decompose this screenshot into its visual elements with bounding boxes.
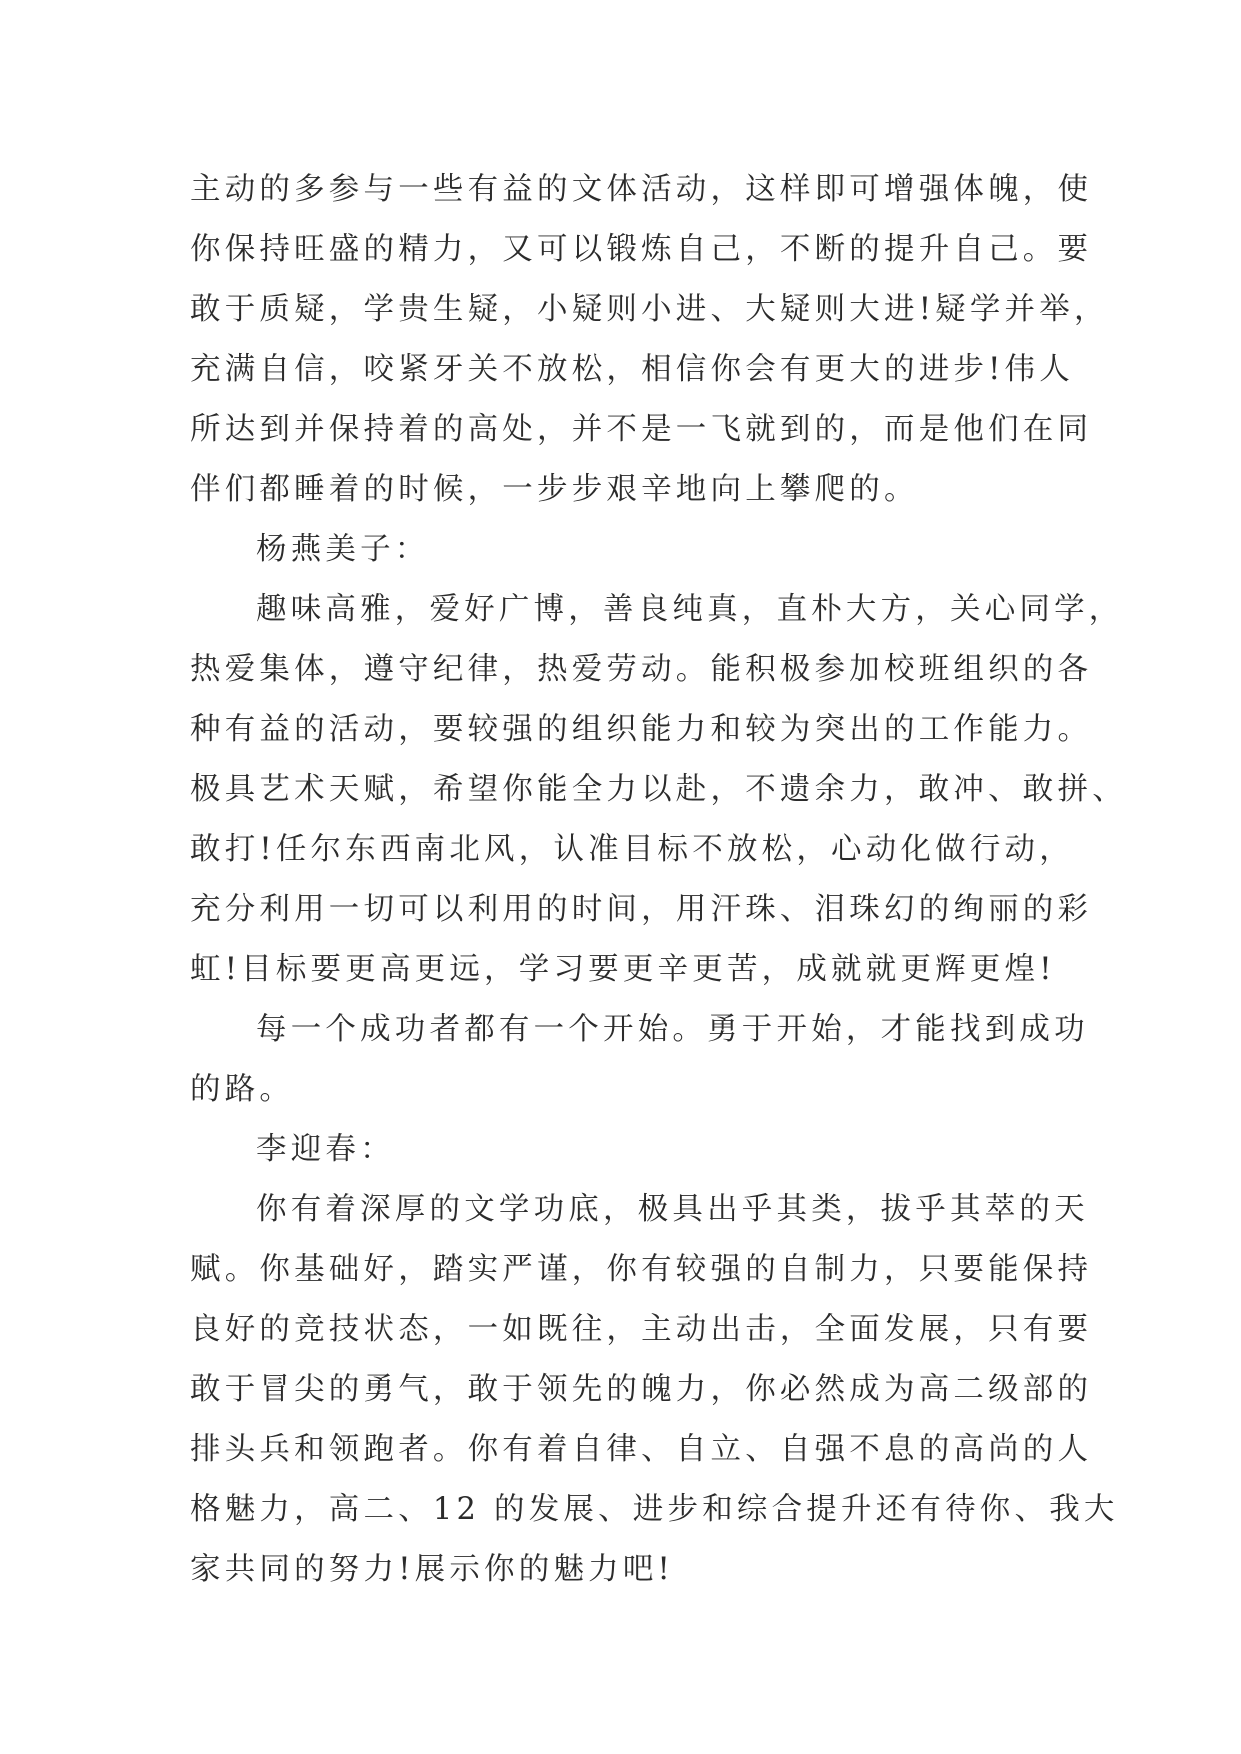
text-line: 种有益的活动，要较强的组织能力和较为突出的工作能力。 bbox=[190, 712, 1093, 747]
text-line: 敢打!任尔东西南北风，认准目标不放松，心动化做行动， bbox=[190, 832, 1074, 867]
text-line: 所达到并保持着的高处，并不是一飞就到的，而是他们在同 bbox=[190, 412, 1093, 447]
student-name-heading: 杨燕美子： bbox=[256, 532, 430, 567]
text-line: 充满自信，咬紧牙关不放松，相信你会有更大的进步!伟人 bbox=[190, 352, 1074, 387]
document-body bbox=[190, 160, 1127, 1600]
text-line: 赋。你基础好，踏实严谨，你有较强的自制力，只要能保持 bbox=[190, 1252, 1093, 1287]
text-line: 家共同的努力!展示你的魅力吧! bbox=[190, 1552, 675, 1587]
text-line: 格魅力，高二、12 的发展、进步和综合提升还有待你、我大 bbox=[190, 1492, 1119, 1527]
text-line: 敢于质疑，学贵生疑，小疑则小进、大疑则大进!疑学并举， bbox=[190, 292, 1109, 327]
text-line: 排头兵和领跑者。你有着自律、自立、自强不息的高尚的人 bbox=[190, 1432, 1093, 1467]
text-line: 主动的多参与一些有益的文体活动，这样即可增强体魄，使 bbox=[190, 172, 1093, 207]
text-line: 每一个成功者都有一个开始。勇于开始，才能找到成功 bbox=[256, 1012, 1089, 1047]
text-line: 热爱集体，遵守纪律，热爱劳动。能积极参加校班组织的各 bbox=[190, 652, 1093, 687]
text-line: 伴们都睡着的时候，一步步艰辛地向上攀爬的。 bbox=[190, 472, 919, 507]
text-line: 趣味高雅，爱好广博，善良纯真，直朴大方，关心同学， bbox=[256, 592, 1124, 627]
text-line: 虹!目标要更高更远，学习要更辛更苦，成就就更辉更煌! bbox=[190, 952, 1056, 987]
text-line: 极具艺术天赋，希望你能全力以赴，不遗余力，敢冲、敢拼、 bbox=[190, 772, 1127, 807]
text-line: 你有着深厚的文学功底，极具出乎其类，拔乎其萃的天 bbox=[256, 1192, 1089, 1227]
text-line: 良好的竞技状态，一如既往，主动出击，全面发展，只有要 bbox=[190, 1312, 1093, 1347]
text-line: 敢于冒尖的勇气，敢于领先的魄力，你必然成为高二级部的 bbox=[190, 1372, 1093, 1407]
text-line: 充分利用一切可以利用的时间，用汗珠、泪珠幻的绚丽的彩 bbox=[190, 892, 1093, 927]
text-line: 的路。 bbox=[190, 1072, 295, 1107]
student-name-heading: 李迎春： bbox=[256, 1132, 395, 1167]
text-line: 你保持旺盛的精力，又可以锻炼自己，不断的提升自己。要 bbox=[190, 232, 1093, 267]
